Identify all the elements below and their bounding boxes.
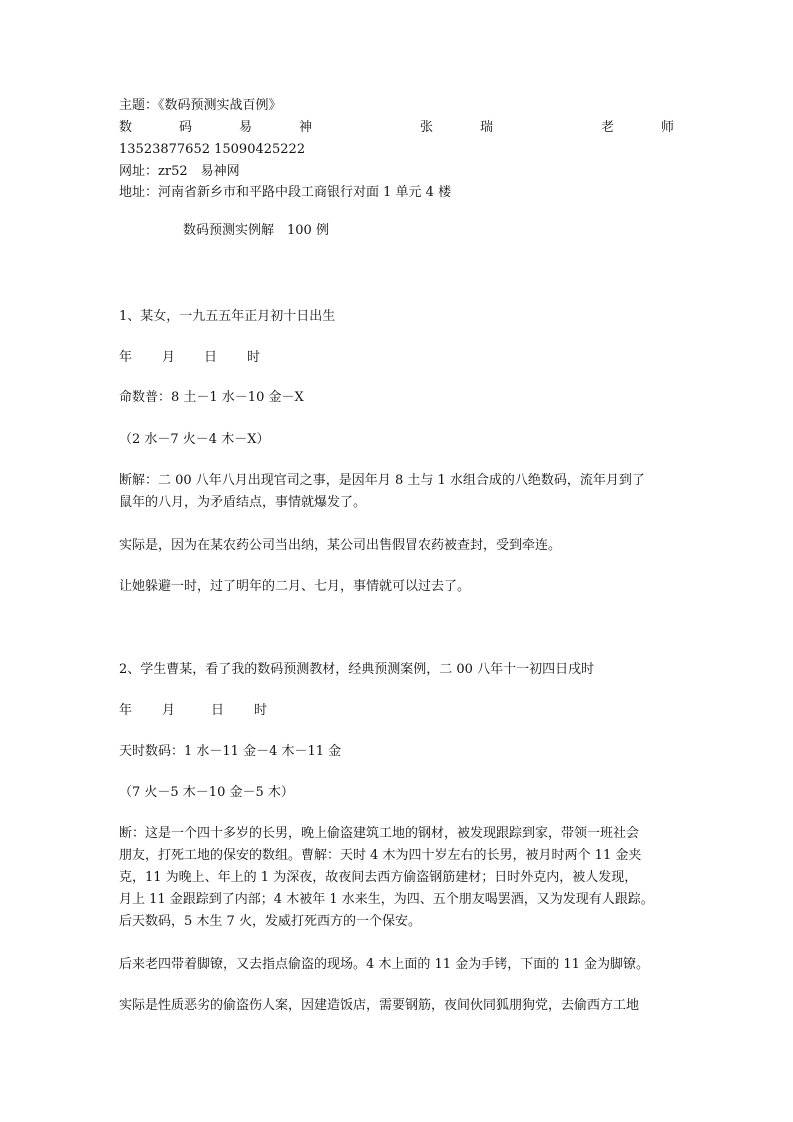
analysis-line: 断解：二 00 八年八月出现官司之事，是因年月 8 土与 1 水组合成的八绝数码，流年月到了: [119, 473, 645, 488]
analysis-line: 克，11 为晚上、年上的 1 为深夜，故夜间去西方偷盗钢筋建材；日时外克内，被人发现，: [119, 870, 638, 885]
author-char: 张: [419, 120, 433, 135]
pillar-year: 年: [119, 703, 133, 718]
case2-chart: 天时数码：1 水－11 金－4 木－11 金: [119, 744, 342, 759]
pillar-month: 月: [162, 703, 176, 718]
author-char: 码: [179, 120, 193, 135]
author-char: 瑞: [479, 120, 493, 135]
analysis-line: 月上 11 金跟踪到了内部；4 木被年 1 水来生，为四、五个朋友喝罢酒，又为发现有人跟踪。: [119, 892, 654, 907]
case1-fact: 实际是，因为在某农药公司当出纳，某公司出售假冒农药被查封，受到牵连。: [119, 538, 562, 553]
analysis-line: 断：这是一个四十多岁的长男，晚上偷盗建筑工地的钢材，被发现跟踪到家，带领一班社会: [119, 826, 640, 841]
case2-intro: 2、学生曹某，看了我的数码预测教材，经典预测案例，二 00 八年十一初四日戌时: [119, 662, 595, 677]
case1-advice: 让她躲避一时，过了明年的二月、七月，事情就可以过去了。: [119, 579, 471, 594]
pillar-hour: 时: [247, 350, 261, 365]
analysis-line: 朋友，打死工地的保安的数组。曹解：天时 4 木为四十岁左右的长男，被月时两个 11 金夹: [119, 848, 642, 863]
case1-sub-chart: （2 水－7 火－4 木－X）: [119, 432, 270, 447]
phone-line: 13523877652 15090425222: [119, 142, 306, 157]
author-char: 易: [239, 120, 253, 135]
case2-followup: 后来老四带着脚镣，又去指点偷盗的现场。4 木上面的 11 金为手铐，下面的 11 金为脚镣。: [119, 957, 650, 972]
pillar-day: 日: [204, 350, 218, 365]
case1-chart: 命数普：8 土－1 水－10 金－X: [119, 390, 304, 405]
analysis-line: 鼠年的八月，为矛盾结点，事情就爆发了。: [119, 495, 367, 510]
pillar-day: 日: [211, 703, 225, 718]
author-char: 师: [660, 120, 674, 135]
analysis-line: 后天数码，5 木生 7 火，发威打死西方的一个保安。: [119, 914, 421, 929]
address-line: 地址：河南省新乡市和平路中段工商银行对面 1 单元 4 楼: [119, 185, 452, 200]
subject-line: 主题：《数码预测实战百例》: [119, 98, 282, 113]
case1-intro: 1、某女，一九五五年正月初十日出生: [119, 309, 336, 324]
pillar-hour: 时: [254, 703, 268, 718]
case2-analysis: [119, 823, 677, 933]
author-char: 数: [119, 120, 133, 135]
pillar-month: 月: [162, 350, 176, 365]
website-line: 网址：zr52 易神网: [119, 164, 240, 179]
case2-fact: 实际是性质恶劣的偷盗伤人案，因建造饭店，需要钢筋，夜间伙同狐朋狗党，去偷西方工地: [119, 998, 640, 1013]
case2-sub-chart: （7 火－5 木－10 金－5 木）: [119, 785, 294, 800]
author-char: 老: [600, 120, 614, 135]
document-title: 数码预测实例解 100 例: [183, 223, 329, 238]
case1-analysis: [119, 470, 677, 514]
author-line: [119, 118, 674, 137]
pillar-year: 年: [119, 350, 133, 365]
author-char: 神: [299, 120, 313, 135]
